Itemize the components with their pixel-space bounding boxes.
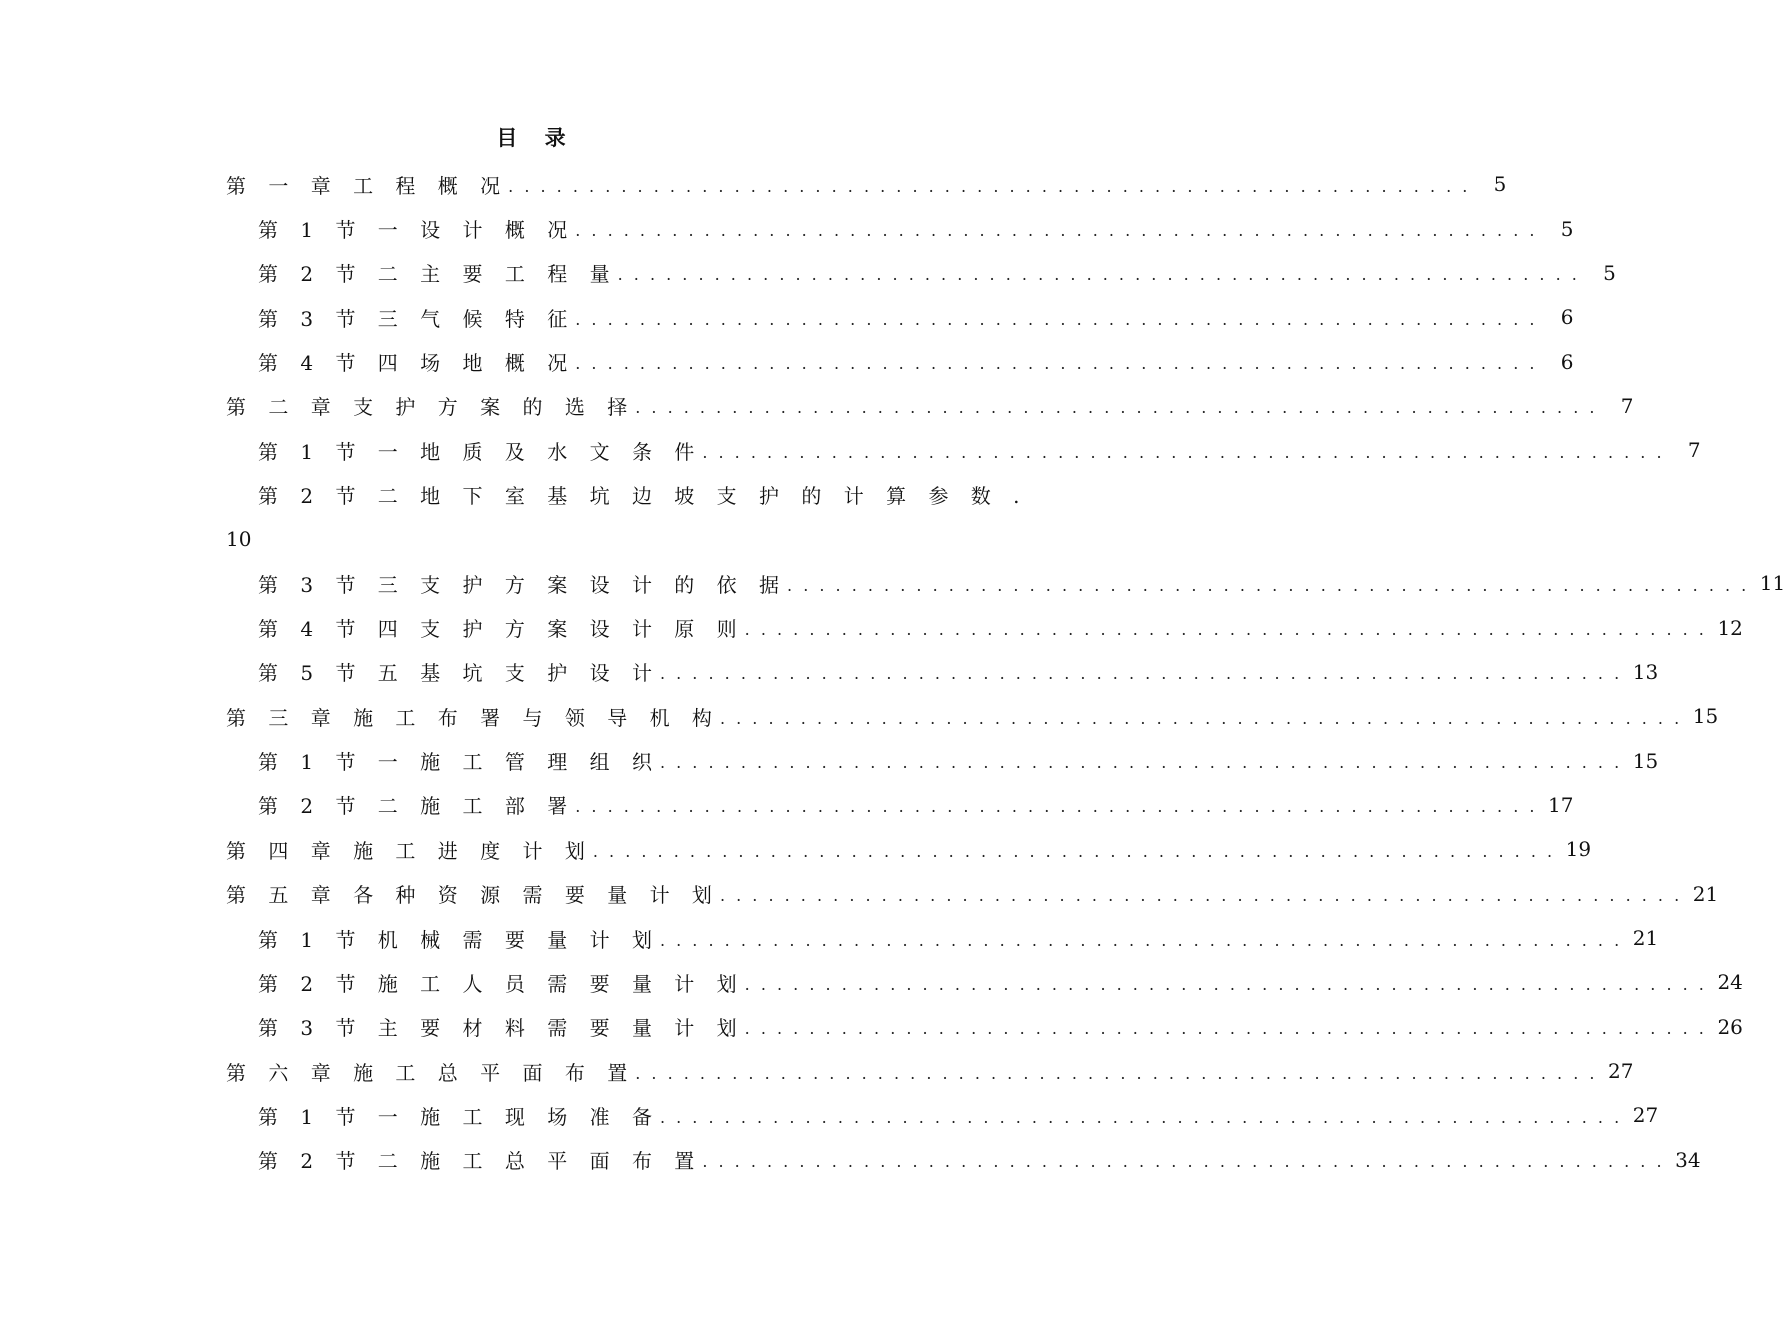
toc-entry-page-number: 7 <box>1620 393 1634 418</box>
toc-section-entry[interactable] <box>226 738 1659 782</box>
toc-dot-leader: . . . . . . . . . . . . . . . . . . . . . . . . . . . . . . . . . . . . . . . . . . . . . . . . . . . . . . . . . . . . <box>635 398 1598 418</box>
toc-dot-leader: . . . . . . . . . . . . . . . . . . . . . . . . . . . . . . . . . . . . . . . . . . . . . . . . . . . . . . . . . . . . <box>744 1019 1707 1039</box>
toc-section-entry[interactable] <box>226 561 1785 605</box>
toc-dot-leader: . . . . . . . . . . . . . . . . . . . . . . . . . . . . . . . . . . . . . . . . . . . . . . . . . . . . . . . . . . . . <box>508 176 1471 196</box>
toc-entry-page-number: 13 <box>1632 659 1659 684</box>
toc-dot-leader: . . . . . . . . . . . . . . . . . . . . . . . . . . . . . . . . . . . . . . . . . . . . . . . . . . . . . . . . . . . . <box>744 620 1707 640</box>
toc-list <box>226 162 1785 1182</box>
toc-entry-page-number: 27 <box>1632 1103 1659 1128</box>
toc-entry-page-number: 27 <box>1608 1059 1634 1084</box>
toc-dot-leader: . . . . . . . . . . . . . . . . . . . . . . . . . . . . . . . . . . . . . . . . . . . . . . . . . . . . . . . . . . . . <box>575 221 1538 241</box>
toc-chapter-entry[interactable] <box>226 384 1634 428</box>
toc-dot-leader: . . . . . . . . . . . . . . . . . . . . . . . . . . . . . . . . . . . . . . . . . . . . . . . . . . . . . . . . . . . . <box>659 664 1623 684</box>
toc-entry-label: 第 3 节 三 气 候 特 征 <box>258 306 576 331</box>
toc-section-entry[interactable] <box>226 251 1616 295</box>
toc-dot-leader: . . . . . . . . . . . . . . . . . . . . . . . . . . . . . . . . . . . . . . . . . . . . . . . . . . . . . . . . . . . . <box>659 1107 1623 1127</box>
toc-entry-label: 第 4 节 四 支 护 方 案 设 计 原 则 <box>258 617 745 642</box>
toc-section-entry[interactable] <box>226 206 1574 250</box>
toc-dot-leader: . . . . . . . . . . . . . . . . . . . . . . . . . . . . . . . . . . . . . . . . . . . . . . . . . . . . . . . . . . . . <box>702 442 1665 462</box>
toc-entry-label: 第 一 章 工 程 概 况 <box>226 173 509 198</box>
toc-entry-page-number: 5 <box>1603 260 1616 285</box>
toc-entry-page-number: 15 <box>1692 704 1719 729</box>
toc-entry-label: 第 1 节 一 地 质 及 水 文 条 件 <box>258 439 703 464</box>
toc-entry-page-number: 11 <box>1759 571 1785 596</box>
toc-dot-leader: . . . . . . . . . . . . . . . . . . . . . . . . . . . . . . . . . . . . . . . . . . . . . . . . . . . . . . . . . . . . <box>575 354 1538 374</box>
toc-entry-page-number: 10 <box>226 526 252 551</box>
toc-entry-page-number: 5 <box>1493 172 1507 197</box>
toc-entry-label: 第 2 节 二 地 下 室 基 坑 边 坡 支 护 的 计 算 参 数 . <box>258 484 1028 509</box>
toc-dot-leader: . . . . . . . . . . . . . . . . . . . . . . . . . . . . . . . . . . . . . . . . . . . . . . . . . . . . . . . . . . . . <box>702 1152 1665 1172</box>
toc-section-entry[interactable] <box>226 295 1574 339</box>
toc-entry-page-number: 6 <box>1560 349 1574 374</box>
toc-section-entry[interactable] <box>226 1093 1659 1137</box>
toc-entry-label: 第 3 节 主 要 材 料 需 要 量 计 划 <box>258 1016 745 1041</box>
toc-section-entry[interactable] <box>226 1005 1743 1049</box>
toc-dot-leader: . . . . . . . . . . . . . . . . . . . . . . . . . . . . . . . . . . . . . . . . . . . . . . . . . . . . . . . . . . . . <box>617 265 1580 285</box>
toc-chapter-entry[interactable] <box>226 1049 1634 1093</box>
toc-entry-label: 第 六 章 施 工 总 平 面 布 置 <box>226 1060 636 1085</box>
toc-section-entry[interactable] <box>226 1138 1701 1182</box>
toc-entry-label: 第 5 节 五 基 坑 支 护 设 计 <box>258 661 660 686</box>
toc-chapter-entry[interactable] <box>226 162 1507 206</box>
toc-section-entry[interactable] <box>226 783 1574 827</box>
toc-section-entry[interactable] <box>226 339 1574 383</box>
toc-entry-page-number: 24 <box>1717 970 1743 995</box>
toc-entry-page-number: 12 <box>1717 615 1743 640</box>
toc-dot-leader: . . . . . . . . . . . . . . . . . . . . . . . . . . . . . . . . . . . . . . . . . . . . . . . . . . . . . . . . . . . . <box>659 753 1623 773</box>
toc-chapter-entry[interactable] <box>226 872 1719 916</box>
toc-entry-label: 第 1 节 一 施 工 管 理 组 织 <box>258 750 660 775</box>
toc-entry-label: 第 2 节 二 主 要 工 程 量 <box>258 262 618 287</box>
toc-entry-page-number: 26 <box>1717 1014 1743 1039</box>
toc-entry-page-number: 21 <box>1692 881 1719 906</box>
toc-entry-label: 第 二 章 支 护 方 案 的 选 择 <box>226 395 636 420</box>
toc-dot-leader: . . . . . . . . . . . . . . . . . . . . . . . . . . . . . . . . . . . . . . . . . . . . . . . . . . . . . . . . . . . . <box>592 841 1556 861</box>
toc-title: 目 录 <box>496 125 576 150</box>
toc-entry-page-number: 19 <box>1565 837 1592 862</box>
toc-dot-leader: . . . . . . . . . . . . . . . . . . . . . . . . . . . . . . . . . . . . . . . . . . . . . . . . . . . . . . . . . . . . <box>635 1063 1598 1083</box>
toc-dot-leader: . . . . . . . . . . . . . . . . . . . . . . . . . . . . . . . . . . . . . . . . . . . . . . . . . . . . . . . . . . . . <box>787 575 1750 595</box>
toc-entry-label: 第 2 节 二 施 工 部 署 <box>258 794 576 819</box>
toc-section-entry[interactable] <box>226 960 1743 1004</box>
toc-chapter-entry[interactable] <box>226 694 1719 738</box>
toc-entry-label: 第 1 节 一 施 工 现 场 准 备 <box>258 1104 660 1129</box>
toc-entry-label: 第 五 章 各 种 资 源 需 要 量 计 划 <box>226 883 720 908</box>
toc-entry-label: 第 1 节 机 械 需 要 量 计 划 <box>258 927 660 952</box>
toc-entry-label: 第 三 章 施 工 布 署 与 领 导 机 构 <box>226 705 720 730</box>
toc-entry-page-number: 7 <box>1687 438 1701 463</box>
toc-section-entry[interactable] <box>226 916 1659 960</box>
toc-dot-leader: . . . . . . . . . . . . . . . . . . . . . . . . . . . . . . . . . . . . . . . . . . . . . . . . . . . . . . . . . . . . <box>744 974 1707 994</box>
toc-dot-leader: . . . . . . . . . . . . . . . . . . . . . . . . . . . . . . . . . . . . . . . . . . . . . . . . . . . . . . . . . . . . <box>575 797 1538 817</box>
toc-entry-page-number: 6 <box>1560 305 1574 330</box>
toc-entry-page-number: 34 <box>1675 1147 1701 1172</box>
toc-dot-leader: . . . . . . . . . . . . . . . . . . . . . . . . . . . . . . . . . . . . . . . . . . . . . . . . . . . . . . . . . . . . <box>719 708 1683 728</box>
toc-chapter-entry[interactable] <box>226 827 1592 871</box>
toc-entry-label: 第 2 节 二 施 工 总 平 面 布 置 <box>258 1149 703 1174</box>
toc-entry-label: 第 1 节 一 设 计 概 况 <box>258 218 576 243</box>
toc-dot-leader: . . . . . . . . . . . . . . . . . . . . . . . . . . . . . . . . . . . . . . . . . . . . . . . . . . . . . . . . . . . . <box>719 886 1683 906</box>
toc-entry-label: 第 3 节 三 支 护 方 案 设 计 的 依 据 <box>258 572 788 597</box>
toc-dot-leader: . . . . . . . . . . . . . . . . . . . . . . . . . . . . . . . . . . . . . . . . . . . . . . . . . . . . . . . . . . . . <box>659 930 1623 950</box>
toc-section-entry[interactable] <box>226 428 1701 472</box>
toc-entry-page-number: 21 <box>1632 926 1659 951</box>
toc-section-entry[interactable] <box>226 472 1028 516</box>
toc-section-entry[interactable] <box>226 650 1659 694</box>
toc-entry-page-number: 15 <box>1632 748 1659 773</box>
toc-entry-page-number: 5 <box>1560 216 1574 241</box>
toc-entry-label: 第 四 章 施 工 进 度 计 划 <box>226 838 593 863</box>
toc-section-entry[interactable] <box>226 605 1743 649</box>
toc-entry-page-number: 17 <box>1548 792 1574 817</box>
toc-entry-label: 第 2 节 施 工 人 员 需 要 量 计 划 <box>258 971 745 996</box>
toc-dot-leader: . . . . . . . . . . . . . . . . . . . . . . . . . . . . . . . . . . . . . . . . . . . . . . . . . . . . . . . . . . . . <box>575 309 1538 329</box>
toc-entry-label: 第 4 节 四 场 地 概 况 <box>258 351 576 376</box>
